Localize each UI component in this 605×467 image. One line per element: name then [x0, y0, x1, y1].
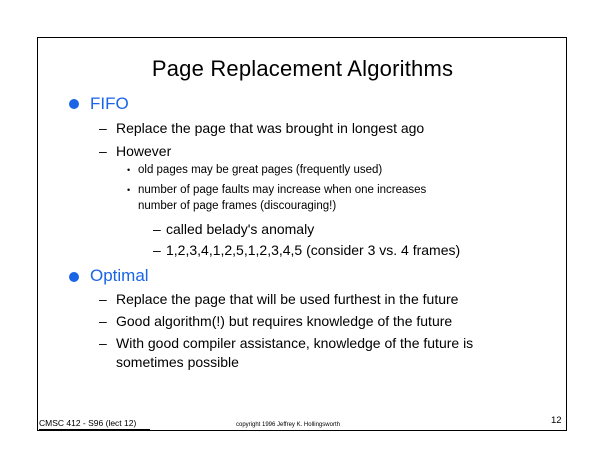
- fifo-bullet-icon: [69, 99, 79, 109]
- fifo-subpoint-2-continued: number of page frames (discouraging!): [138, 200, 337, 212]
- optimal-point-2: Good algorithm(!) but requires knowledge of the future: [116, 313, 453, 329]
- small-bullet-icon: •: [127, 185, 131, 195]
- fifo-subpoint-2: number of page faults may increase when one increases: [138, 184, 427, 196]
- fifo-point-1: Replace the page that was brought in longest ago: [116, 120, 425, 136]
- optimal-point-3-continued: sometimes possible: [116, 354, 239, 370]
- dash-icon: –: [99, 120, 107, 136]
- fifo-subpoint-1: old pages may be great pages (frequently used): [138, 164, 383, 176]
- dash-icon: –: [99, 335, 107, 351]
- footer-course: CMSC 412 - S96 (lect 12): [39, 418, 137, 428]
- fifo-detail-2: 1,2,3,4,1,2,5,1,2,3,4,5 (consider 3 vs. 4 frames): [166, 242, 461, 258]
- slide-title: Page Replacement Algorithms: [151, 56, 454, 81]
- footer-underline: [39, 429, 150, 430]
- small-bullet-icon: •: [127, 165, 131, 175]
- optimal-point-1: Replace the page that will be used furthest in the future: [116, 291, 459, 307]
- optimal-point-3: With good compiler assistance, knowledge of the future is: [116, 335, 474, 351]
- fifo-detail-1: called belady's anomaly: [166, 221, 315, 237]
- section-optimal-heading: Optimal: [90, 266, 149, 285]
- footer-copyright: copyright 1996 Jeffrey K. Hollingsworth: [236, 422, 340, 428]
- dash-icon: –: [153, 242, 161, 258]
- page-number: 12: [551, 415, 562, 426]
- section-fifo-heading: FIFO: [90, 94, 129, 113]
- dash-icon: –: [99, 313, 107, 329]
- optimal-bullet-icon: [69, 272, 79, 282]
- dash-icon: –: [99, 291, 107, 307]
- dash-icon: –: [99, 143, 107, 159]
- fifo-point-2: However: [116, 143, 172, 159]
- dash-icon: –: [153, 221, 161, 237]
